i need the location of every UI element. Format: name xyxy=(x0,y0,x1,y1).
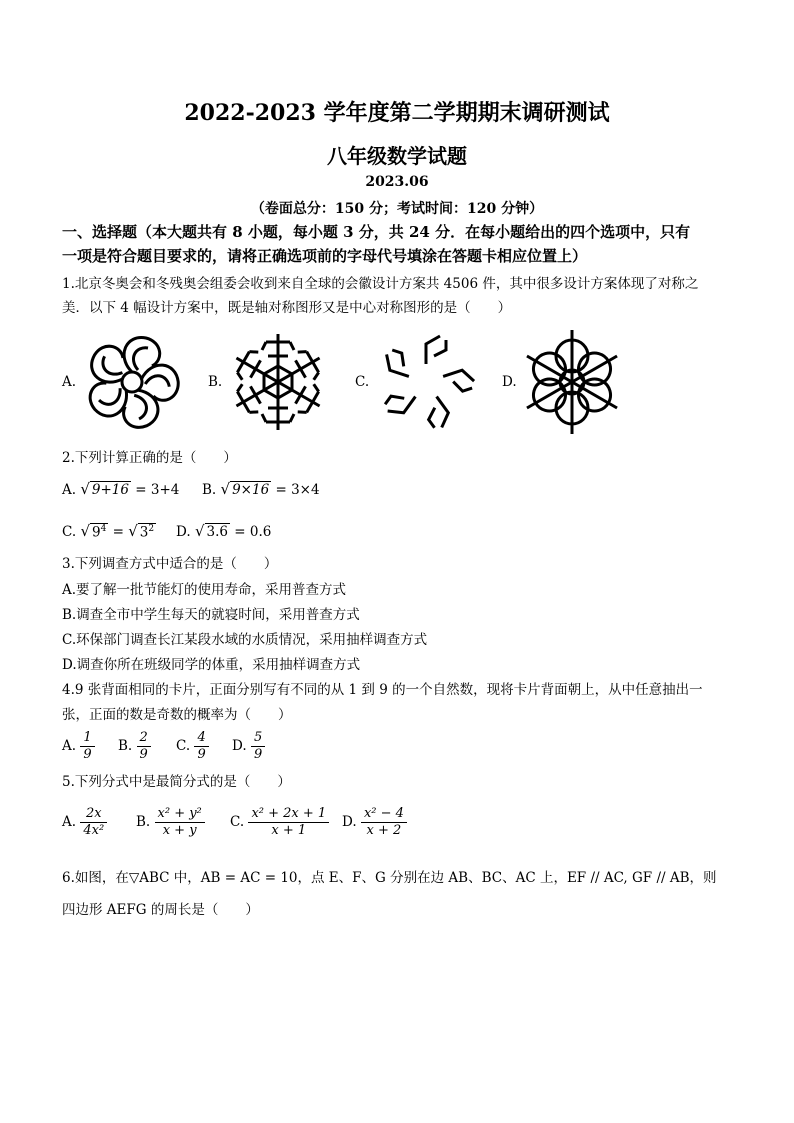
q2-stem: 2.下列计算正确的是（ ） xyxy=(62,450,237,466)
q2-option-d-rhs: = 0.6 xyxy=(234,524,272,540)
radical-icon: √ xyxy=(80,480,90,498)
q4-option-d-den: 9 xyxy=(253,747,263,762)
q2-option-b-rhs: = 3×4 xyxy=(275,482,320,498)
q4-option-c-den: 9 xyxy=(197,747,206,762)
q5-option-a-den: 4x² xyxy=(83,823,105,838)
q1-figure-c xyxy=(370,326,482,438)
q3-option-a: A.要了解一批节能灯的使用寿命，采用普查方式 xyxy=(62,582,347,598)
q5-option-c-den: x + 1 xyxy=(271,823,307,838)
q5-option-d-den: x + 2 xyxy=(366,823,402,838)
radical-icon: √ xyxy=(194,522,205,540)
q2-option-c-exp1: 4 xyxy=(100,523,107,534)
q5-option-c-num: x² + 2x + 1 xyxy=(248,806,329,823)
q4-option-a-den: 9 xyxy=(83,747,92,762)
q5-option-c-label: C. xyxy=(230,814,245,830)
q5-option-b-den: x + y xyxy=(162,823,197,838)
radical-icon: √ xyxy=(80,522,90,540)
q4-line2: 张，正面的数是奇数的概率为（ ） xyxy=(62,707,292,723)
q4-option-c-label: C. xyxy=(176,738,191,754)
q4-option-a xyxy=(62,730,95,763)
q4-option-a-label: A. xyxy=(62,738,77,754)
q5-option-d xyxy=(342,806,407,839)
q1-line2: 美．以下 4 幅设计方案中，既是轴对称图形又是中心对称图形的是（ ） xyxy=(62,300,512,316)
q4-option-b-label: B. xyxy=(118,738,133,754)
q5-stem: 5.下列分式中是最简分式的是（ ） xyxy=(62,774,291,790)
q2-option-d-label: D. xyxy=(176,524,191,540)
q5-option-d-num: x² − 4 xyxy=(361,806,407,823)
q5-option-b xyxy=(136,806,205,839)
q1-option-c-label: C. xyxy=(355,374,370,390)
q1-option-d-label: D. xyxy=(502,374,517,390)
q2-option-c xyxy=(62,522,156,540)
q1-option-a-label: A. xyxy=(62,374,77,390)
q3-option-c: C.环保部门调查长江某段水域的水质情况，采用抽样调查方式 xyxy=(62,632,428,648)
q1-line1: 1.北京冬奥会和冬残奥会组委会收到来自全球的会徽设计方案共 4506 件，其中很多设计方案体现了对称之 xyxy=(62,276,699,292)
radical-icon: √ xyxy=(220,480,231,498)
q2-option-c-eq: = xyxy=(112,524,124,540)
q5-option-b-label: B. xyxy=(136,814,151,830)
q5-option-a xyxy=(62,806,107,839)
q2-option-c-base1: 9 xyxy=(92,524,101,540)
q5-option-c xyxy=(230,806,329,839)
q3-option-b: B.调查全市中学生每天的就寝时间，采用普查方式 xyxy=(62,607,360,623)
q2-option-a-radicand: 9+16 xyxy=(91,482,129,498)
q4-option-c xyxy=(176,730,209,763)
q1-figure-a xyxy=(76,326,188,438)
q2-option-b-label: B. xyxy=(202,482,217,498)
q1-figure-d xyxy=(516,326,628,438)
q4-option-a-num: 1 xyxy=(80,730,94,747)
q4-line1: 4.9 张背面相同的卡片，正面分别写有不同的从 1 到 9 的一个自然数，现将卡片背面朝上，从中任意抽出一 xyxy=(62,682,703,698)
q2-option-a xyxy=(62,480,179,498)
q4-option-b-num: 2 xyxy=(137,730,151,747)
exam-date: 2023.06 xyxy=(365,174,429,190)
q4-option-c-num: 4 xyxy=(194,730,208,747)
q1-figure-b xyxy=(222,326,334,438)
q4-option-d-label: D. xyxy=(232,738,247,754)
q2-option-b-radicand: 9×16 xyxy=(232,482,270,498)
q5-option-a-label: A. xyxy=(62,814,77,830)
exam-title: 2022-2023 学年度第二学期期末调研测试 xyxy=(184,100,610,126)
q4-option-d-num: 5 xyxy=(251,730,265,747)
q6-line1: 6.如图，在▽ABC 中，AB = AC = 10，点 E、F、G 分别在边 AB、BC、AC 上，EF // AC, GF // AB，则 xyxy=(62,870,717,886)
q6-line2: 四边形 AEFG 的周长是（ ） xyxy=(62,902,259,918)
q3-stem: 3.下列调查方式中适合的是（ ） xyxy=(62,556,278,572)
q2-option-a-label: A. xyxy=(62,482,77,498)
exam-subtitle: 八年级数学试题 xyxy=(327,144,467,168)
q5-option-b-num: x² + y² xyxy=(155,806,205,823)
q2-option-c-exp2: 2 xyxy=(148,523,155,534)
q3-option-d: D.调查你所在班级同学的体重，采用抽样调查方式 xyxy=(62,657,361,673)
q2-option-a-rhs: = 3+4 xyxy=(135,482,180,498)
q2-option-c-label: C. xyxy=(62,524,77,540)
radical-icon: √ xyxy=(128,522,138,540)
score-info: （卷面总分：150 分；考试时间：120 分钟） xyxy=(250,201,544,217)
q5-option-d-label: D. xyxy=(342,814,357,830)
q2-option-d xyxy=(176,522,271,540)
q4-option-d xyxy=(232,730,265,763)
section-heading-line2: 一项是符合题目要求的，请将正确选项前的字母代号填涂在答题卡相应位置上） xyxy=(62,247,588,265)
q4-option-b-den: 9 xyxy=(139,747,148,762)
q2-option-d-radicand: 3.6 xyxy=(206,524,228,540)
q2-option-b xyxy=(202,480,320,498)
q1-option-b-label: B. xyxy=(208,374,223,390)
q5-option-a-num: 2x xyxy=(80,806,107,823)
q4-option-b xyxy=(118,730,151,763)
q2-option-c-base2: 3 xyxy=(139,524,149,540)
section-heading-line1: 一、选择题（本大题共有 8 小题，每小题 3 分，共 24 分．在每小题给出的四个选项中，只有 xyxy=(62,223,691,241)
